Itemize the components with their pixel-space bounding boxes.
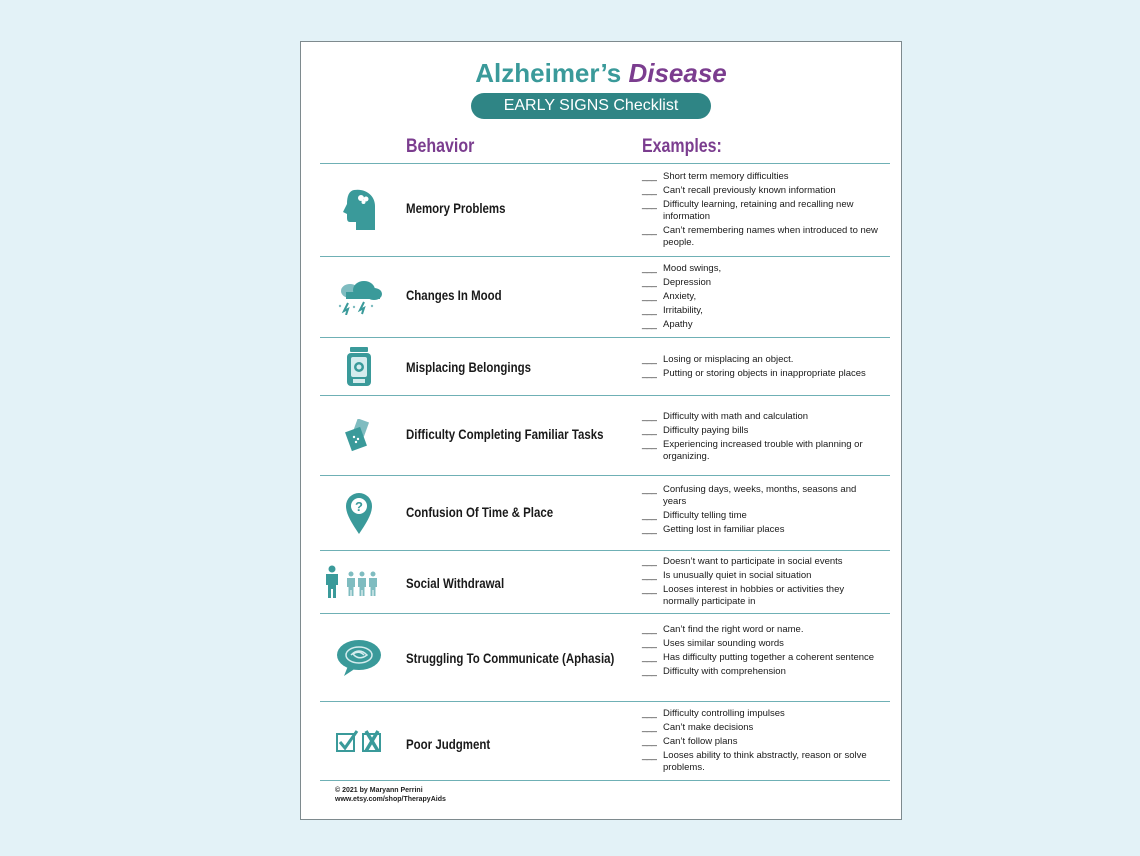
examples-list: [642, 484, 882, 538]
checklist-item: ___ Uses similar sounding words: [642, 638, 882, 650]
examples-list: [642, 556, 882, 610]
row-changes-in-mood: [320, 257, 890, 337]
check-x-icon: [320, 702, 398, 780]
behavior-header: Behavior: [406, 136, 475, 157]
checklist-item: ___ Looses ability to think abstractly, reason or solve problems.: [642, 750, 882, 774]
checklist-item: ___ Losing or misplacing an object.: [642, 354, 882, 366]
behavior-label: Difficulty Completing Familiar Tasks: [406, 426, 604, 442]
examples-list: [642, 624, 882, 680]
svg-text:?: ?: [355, 499, 363, 514]
row-confusion-time-place: [320, 476, 890, 550]
checklist-item: ___ Can’t find the right word or name.: [642, 624, 882, 636]
checklist-item: ___ Can’t make decisions: [642, 722, 882, 734]
checklist-item: ___ Can’t follow plans: [642, 736, 882, 748]
people-icon: [306, 551, 398, 613]
behavior-label: Struggling To Communicate (Aphasia): [406, 650, 615, 666]
question-pin-icon: [320, 476, 398, 550]
storm-cloud-icon: [320, 257, 398, 337]
checklist-item: ___ Difficulty learning, retaining and recalling new information: [642, 199, 882, 223]
jar-icon: [320, 338, 398, 395]
title-part-2: Disease: [628, 58, 727, 88]
behavior-label: Confusion Of Time & Place: [406, 504, 554, 520]
checklist-item: ___ Difficulty with comprehension: [642, 666, 882, 678]
checklist-item: ___ Can’t remembering names when introduced to new people.: [642, 225, 882, 249]
checklist-item: ___ Confusing days, weeks, months, seasons and years: [642, 484, 882, 508]
behavior-label: Memory Problems: [406, 200, 506, 216]
shop-url: www.etsy.com/shop/TherapyAids: [335, 796, 446, 803]
checklist-item: ___ Putting or storing objects in inappropriate places: [642, 368, 882, 380]
checklist-item: ___ Difficulty with math and calculation: [642, 411, 882, 423]
checklist-item: ___ Can’t recall previously known information: [642, 185, 882, 197]
checklist-item: ___ Experiencing increased trouble with planning or organizing.: [642, 439, 882, 463]
checklist-item: ___ Doesn’t want to participate in social events: [642, 556, 882, 568]
checklist-item: ___ Depression: [642, 277, 882, 289]
checklist-item: ___ Anxiety,: [642, 291, 882, 303]
checklist-item: ___ Apathy: [642, 319, 882, 331]
subtitle-pill: EARLY SIGNS Checklist: [471, 93, 711, 119]
examples-list: [642, 263, 882, 333]
footer: [335, 786, 446, 804]
behavior-label: Misplacing Belongings: [406, 359, 532, 375]
checklist-item: ___ Is unusually quiet in social situation: [642, 570, 882, 582]
checklist-item: ___ Difficulty telling time: [642, 510, 882, 522]
examples-list: [642, 171, 882, 251]
examples-list: [642, 354, 882, 382]
row-struggling-to-communicate: [320, 614, 890, 701]
examples-list: [642, 411, 882, 465]
checklist-item: ___ Irritability,: [642, 305, 882, 317]
examples-header: Examples:: [642, 136, 722, 157]
page-title: [301, 58, 901, 88]
checklist-item: ___ Difficulty controlling impulses: [642, 708, 882, 720]
checklist-item: ___ Getting lost in familiar places: [642, 524, 882, 536]
row-memory-problems: [320, 164, 890, 256]
head-brain-icon: [320, 164, 398, 256]
checklist-item: ___ Short term memory difficulties: [642, 171, 882, 183]
behavior-label: Social Withdrawal: [406, 575, 505, 591]
behavior-label: Changes In Mood: [406, 287, 502, 303]
row-poor-judgment: [320, 702, 890, 780]
row-social-withdrawal: [320, 551, 890, 613]
divider: [320, 780, 890, 781]
copyright-text: © 2021 by Maryann Perrini: [335, 787, 423, 794]
speech-bubble-icon: [320, 614, 398, 701]
checklist-item: ___ Difficulty paying bills: [642, 425, 882, 437]
checklist-item: ___ Has difficulty putting together a coherent sentence: [642, 652, 882, 664]
row-misplacing-belongings: [320, 338, 890, 395]
checklist-item: ___ Looses interest in hobbies or activities they normally participate in: [642, 584, 882, 608]
title-part-1: Alzheimer’s: [475, 58, 622, 88]
checklist-item: ___ Mood swings,: [642, 263, 882, 275]
behavior-label: Poor Judgment: [406, 736, 491, 752]
row-familiar-tasks: [320, 396, 890, 475]
examples-list: [642, 708, 882, 776]
checklist-sheet: [300, 41, 902, 820]
calculator-icon: [320, 396, 398, 475]
